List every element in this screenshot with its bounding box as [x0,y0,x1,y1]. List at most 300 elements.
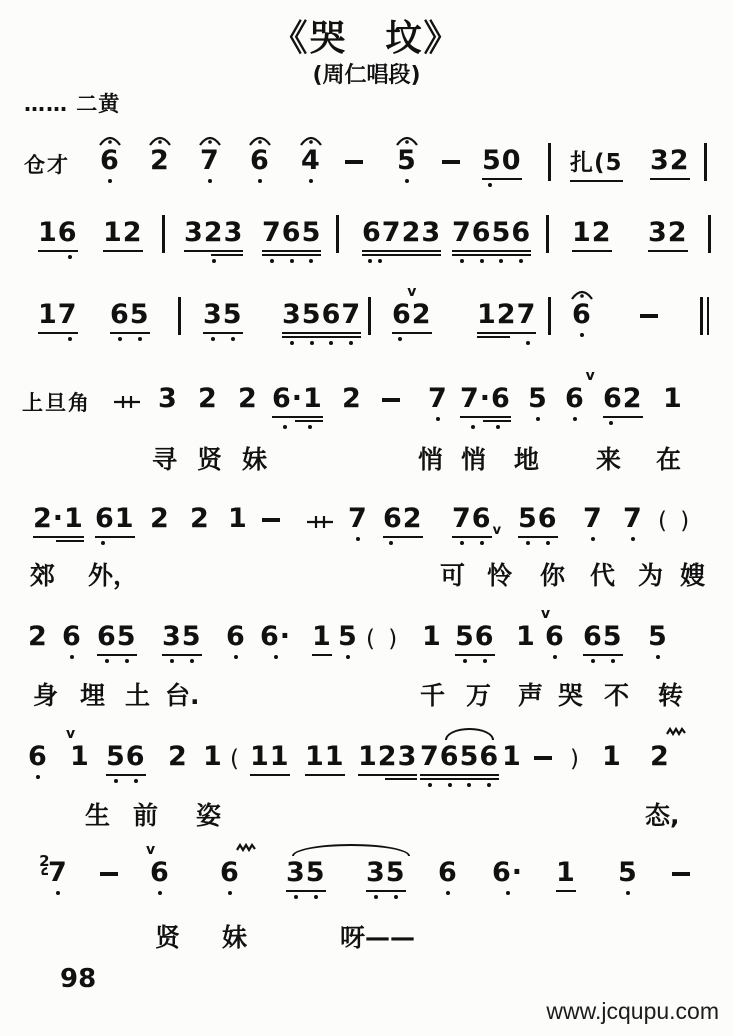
barline [368,300,371,335]
beam-line [455,654,495,656]
lyric-char: 前 [133,801,159,830]
note-digits: 56 [106,741,146,772]
note-token [452,503,502,546]
beam-lines [383,534,423,538]
note-token [438,858,458,896]
text-label-main: 仓才 [24,153,70,177]
note-token [648,218,688,252]
note-digits: 2 [150,503,170,534]
beam-line [383,536,423,538]
note-token [203,742,223,772]
note-token [100,146,120,184]
note-token [198,384,218,414]
octave-dots [272,425,323,430]
beam-lines [366,888,406,892]
note-digits: 1 [663,383,683,414]
note-token [583,504,603,542]
octave-dots [348,537,368,542]
note-digits: 62 [383,503,423,534]
beam-lines [38,248,78,252]
note-token [312,622,332,656]
percussion-glyph [306,514,334,534]
lyric-char: 悄 [418,445,444,474]
note-digits: 76 [452,503,492,534]
beam-line [392,332,432,334]
note-token [518,504,558,546]
score-line-4 [0,368,733,444]
score-line-8 [0,842,733,918]
octave-dots [95,541,135,546]
lyric-char: 万 [466,681,492,710]
note-token [650,146,690,180]
beam-line [103,250,143,252]
beam-lines [38,330,78,334]
beam-line [184,250,243,252]
note-token [33,504,84,542]
note-token [565,368,595,422]
grace-note-digit: 2 [39,852,50,871]
lyric-char: 身 [33,681,59,710]
note-token [250,146,270,184]
note-digits: 扎(5 [570,150,623,176]
note-token [528,384,548,422]
barline [548,300,551,335]
lyric-char: 埋 [80,681,106,710]
beam-line [305,774,345,776]
note-token [556,858,576,892]
note-digits: 2 [342,383,362,414]
note-token [366,858,406,900]
note-token [226,622,246,660]
note-digits: 2 [650,741,670,772]
note-token [38,300,78,342]
lyric-char: 外， [88,561,139,590]
octave-dots [648,655,668,660]
octave-dots [250,179,270,184]
note-digits: 35 [286,857,326,888]
beam-line [583,654,623,656]
note-token [110,300,150,342]
beam-lines [603,414,643,418]
score-line-5 [0,504,733,564]
octave-dots [428,417,448,422]
note-digits: 50 [482,145,522,176]
note-token [428,384,448,422]
note-token [460,384,511,430]
lyric-char: 怜 [487,561,513,590]
fermata-icon [198,134,222,146]
note-digits: 5 [397,145,417,176]
note-digits: 1 [502,741,522,772]
note-digits: 56 [455,621,495,652]
beam-line [312,654,332,656]
beam-line-2 [295,420,323,422]
beam-lines [103,248,143,252]
note-token [623,504,643,542]
beam-line [362,250,441,252]
note-digits: 6 [438,857,458,888]
note-digits: 6723 [362,217,442,248]
beam-line-2 [385,778,418,780]
octave-dots [528,417,548,422]
dash-note [534,742,552,760]
beam-lines [106,772,146,776]
note-digits: 6 [565,383,585,414]
note-token [250,742,290,776]
note-digits: 5 [648,621,668,652]
note-digits: 16 [38,217,78,248]
beam-line [358,774,417,776]
octave-dots [452,259,531,264]
note-token [150,146,170,176]
barline [546,218,549,253]
note-digits: 61 [95,503,135,534]
beam-lines [482,176,522,180]
note-digits: 7 [583,503,603,534]
note-digits: 6 [100,145,120,176]
note-token [262,218,321,264]
note-token [184,218,243,264]
slur-arc [445,728,494,740]
octave-dots [460,425,511,430]
beam-lines [162,652,202,656]
lyric-char: 你 [540,561,566,590]
lyric-char: 地 [514,445,540,474]
note-token [190,504,210,534]
octave-dots [184,259,243,264]
note-token [97,622,137,664]
page-title: 《哭 坟》 [271,18,462,59]
beam-lines [358,772,417,780]
note-token [477,300,536,346]
watermark-url: www.jcqupu.com [546,998,719,1024]
beam-line [33,536,84,538]
lyric-char: 姿 [196,801,222,830]
octave-dots [518,541,558,546]
note-token [492,858,523,896]
fermata-icon [98,134,122,146]
note-digits: 17 [38,299,78,330]
octave-dots [455,659,495,664]
grace-note [39,852,50,875]
beam-lines [650,176,690,180]
note-digits: 127 [477,299,537,330]
beam-lines [33,534,84,542]
dash-glyph [672,872,690,876]
beam-line [452,536,492,538]
note-digits: 1 [556,857,576,888]
beam-lines [305,772,345,776]
lyric-char: 郊 [30,561,56,590]
fermata-icon [248,134,272,146]
note-token [200,146,220,184]
note-token [106,742,146,784]
beam-lines [272,414,323,422]
text-label-main: 上旦角 [22,391,91,415]
note-token [301,146,321,184]
lyric-char: 可 [440,561,466,590]
note-digits: 2 [150,145,170,176]
note-token [39,852,68,896]
octave-dots [392,337,432,342]
barline-glyph [704,143,707,181]
lyric-char: 土 [125,681,151,710]
note-digits: 2·1 [33,503,84,534]
dash-glyph [382,398,400,402]
note-digits: 6 [545,621,565,652]
octave-dots [203,337,243,342]
octave-dots [150,891,170,896]
note-token [422,622,442,652]
beam-line [648,250,688,252]
octave-dots [583,659,623,664]
score-line-6 [0,606,733,682]
octave-dots [110,337,150,342]
percussion-glyph [113,394,141,414]
note-token [95,504,135,546]
dash-glyph [442,160,460,164]
note-token [650,742,670,772]
accent-v-icon: v [146,842,156,858]
note-digits: 7656 [420,741,500,772]
note-digits: 65 [110,299,150,330]
note-digits: 3 [158,383,178,414]
note-token [62,622,82,660]
beam-line [452,250,531,252]
beam-line [518,536,558,538]
note-digits: 7 [348,503,368,534]
beam-line [97,654,137,656]
beam-line [95,536,135,538]
accent-v-icon: v [541,606,551,622]
octave-dots [477,341,536,346]
note-digits: 65 [583,621,623,652]
octave-dots [48,891,68,896]
dash-note [382,384,400,402]
note-digits: ( ) [366,626,401,652]
beam-line-2 [362,254,441,256]
slur-arc [292,844,410,856]
beam-lines [518,534,558,538]
octave-dots [583,537,603,542]
beam-line [570,180,623,182]
note-token [420,742,499,788]
dash-note [672,858,690,876]
beam-lines [203,330,243,334]
octave-dots [226,655,246,660]
dash-glyph [262,518,280,522]
beam-lines [262,248,321,256]
dash-note [345,146,363,164]
beam-line-2 [262,254,321,256]
note-digits: 62 [603,383,643,414]
beam-lines [420,772,499,780]
beam-lines [362,248,441,256]
octave-dots [262,259,321,264]
note-token [228,504,248,534]
score-line-1 [0,146,733,206]
note-digits: 6 [150,857,170,888]
octave-dots [545,655,565,660]
note-token [452,218,531,264]
note-token [516,622,536,652]
beam-line [366,890,406,892]
score-line-3 [0,284,733,360]
barline [708,218,711,253]
note-digits: 6 [62,621,82,652]
beam-lines [648,248,688,252]
beam-line [38,250,78,252]
lyric-char: 转 [658,681,684,710]
beam-line [482,178,522,180]
octave-dots [482,183,522,188]
octave-dots [603,421,643,426]
page-number: 98 [60,964,97,994]
note-token [162,622,202,664]
beam-line [603,416,643,418]
dash-glyph [640,314,658,318]
note-token [342,384,362,414]
dash-glyph [100,872,118,876]
barline-glyph [548,143,551,181]
note-token [482,146,522,188]
lyric-char: 生 [85,801,111,830]
note-token [358,742,417,780]
note-token [362,218,441,264]
note-digits: 1 [228,503,248,534]
beam-line [420,774,499,776]
beam-line-2 [483,420,511,422]
beam-lines [452,534,492,538]
beam-lines [286,888,326,892]
note-digits: 6 [220,857,240,888]
note-token [603,384,643,426]
beam-lines [282,330,361,338]
note-digits: 7·6 [460,383,511,414]
note-digits: 6 [572,299,592,330]
octave-dots [565,417,585,422]
beam-line [650,178,690,180]
beam-lines [570,178,623,182]
beam-lines [455,652,495,656]
note-token [158,384,178,414]
beam-line-2 [477,336,510,338]
beam-lines [184,248,243,256]
beam-lines [95,534,135,538]
octave-dots [260,655,291,660]
note-token [150,504,170,534]
beam-line [106,774,146,776]
note-digits: 6 [250,145,270,176]
page-subtitle: (周仁唱段) [312,63,421,88]
beam-line [572,250,612,252]
note-digits: 7 [48,857,68,888]
rest-parentheses [658,504,692,536]
note-digits: ) [570,746,582,772]
octave-dots [286,895,326,900]
lyric-char: 贤 [197,445,223,474]
note-digits: 4 [301,145,321,176]
beam-lines [312,652,332,656]
final-barline [700,300,709,335]
barline-glyph [548,297,551,335]
note-digits: 5 [528,383,548,414]
note-digits: ( ) [658,508,693,534]
beam-line [272,416,323,418]
octave-dots [200,179,220,184]
note-token [286,858,326,900]
octave-dots [338,655,358,660]
note-token [103,218,143,252]
lyric-char: 不 [604,681,630,710]
fermata-icon [570,288,594,300]
note-token [38,218,78,260]
beam-line [250,774,290,776]
octave-dots [220,891,240,896]
note-digits: 7 [623,503,643,534]
octave-dots [28,775,48,780]
note-token [663,384,683,414]
mode-label: …… 二黄 [24,92,121,116]
beam-line-2 [420,778,499,780]
beam-line [110,332,150,334]
note-digits: 7656 [452,217,532,248]
octave-dots [618,891,638,896]
octave-dots [97,659,137,664]
note-token [282,300,361,346]
note-digits: 123 [358,741,418,772]
note-token [602,742,622,772]
dash-note [262,504,280,522]
note-digits: 2 [168,741,188,772]
note-token [618,858,638,896]
note-digits: 3567 [282,299,362,330]
barline-glyph [368,297,371,335]
note-digits: 5 [618,857,638,888]
note-token [392,284,432,342]
note-digits: 35 [366,857,406,888]
note-token [572,300,592,338]
accent-v-icon: v [407,284,417,300]
beam-lines [556,888,576,892]
note-digits: 7 [200,145,220,176]
beam-lines [110,330,150,334]
note-digits: 32 [650,145,690,176]
beam-line [460,416,511,418]
text-label [24,146,70,180]
beam-line-2 [211,254,244,256]
note-token [338,622,358,660]
beam-line [477,332,536,334]
beam-line [203,332,243,334]
octave-dots [572,333,592,338]
breath-v-icon: v [492,523,502,538]
score-line-2 [0,218,733,278]
note-token [168,742,188,772]
beam-line [162,654,202,656]
note-digits: 32 [648,217,688,248]
beam-line [38,332,78,334]
beam-lines [583,652,623,656]
beam-lines [250,772,290,776]
beam-line-2 [282,336,361,338]
lyric-char: 妹 [222,923,248,952]
note-token [238,384,258,414]
score-line-7 [0,726,733,802]
rest-parentheses [570,742,582,774]
note-token [260,622,291,660]
lyric-char: 台. [165,681,200,710]
